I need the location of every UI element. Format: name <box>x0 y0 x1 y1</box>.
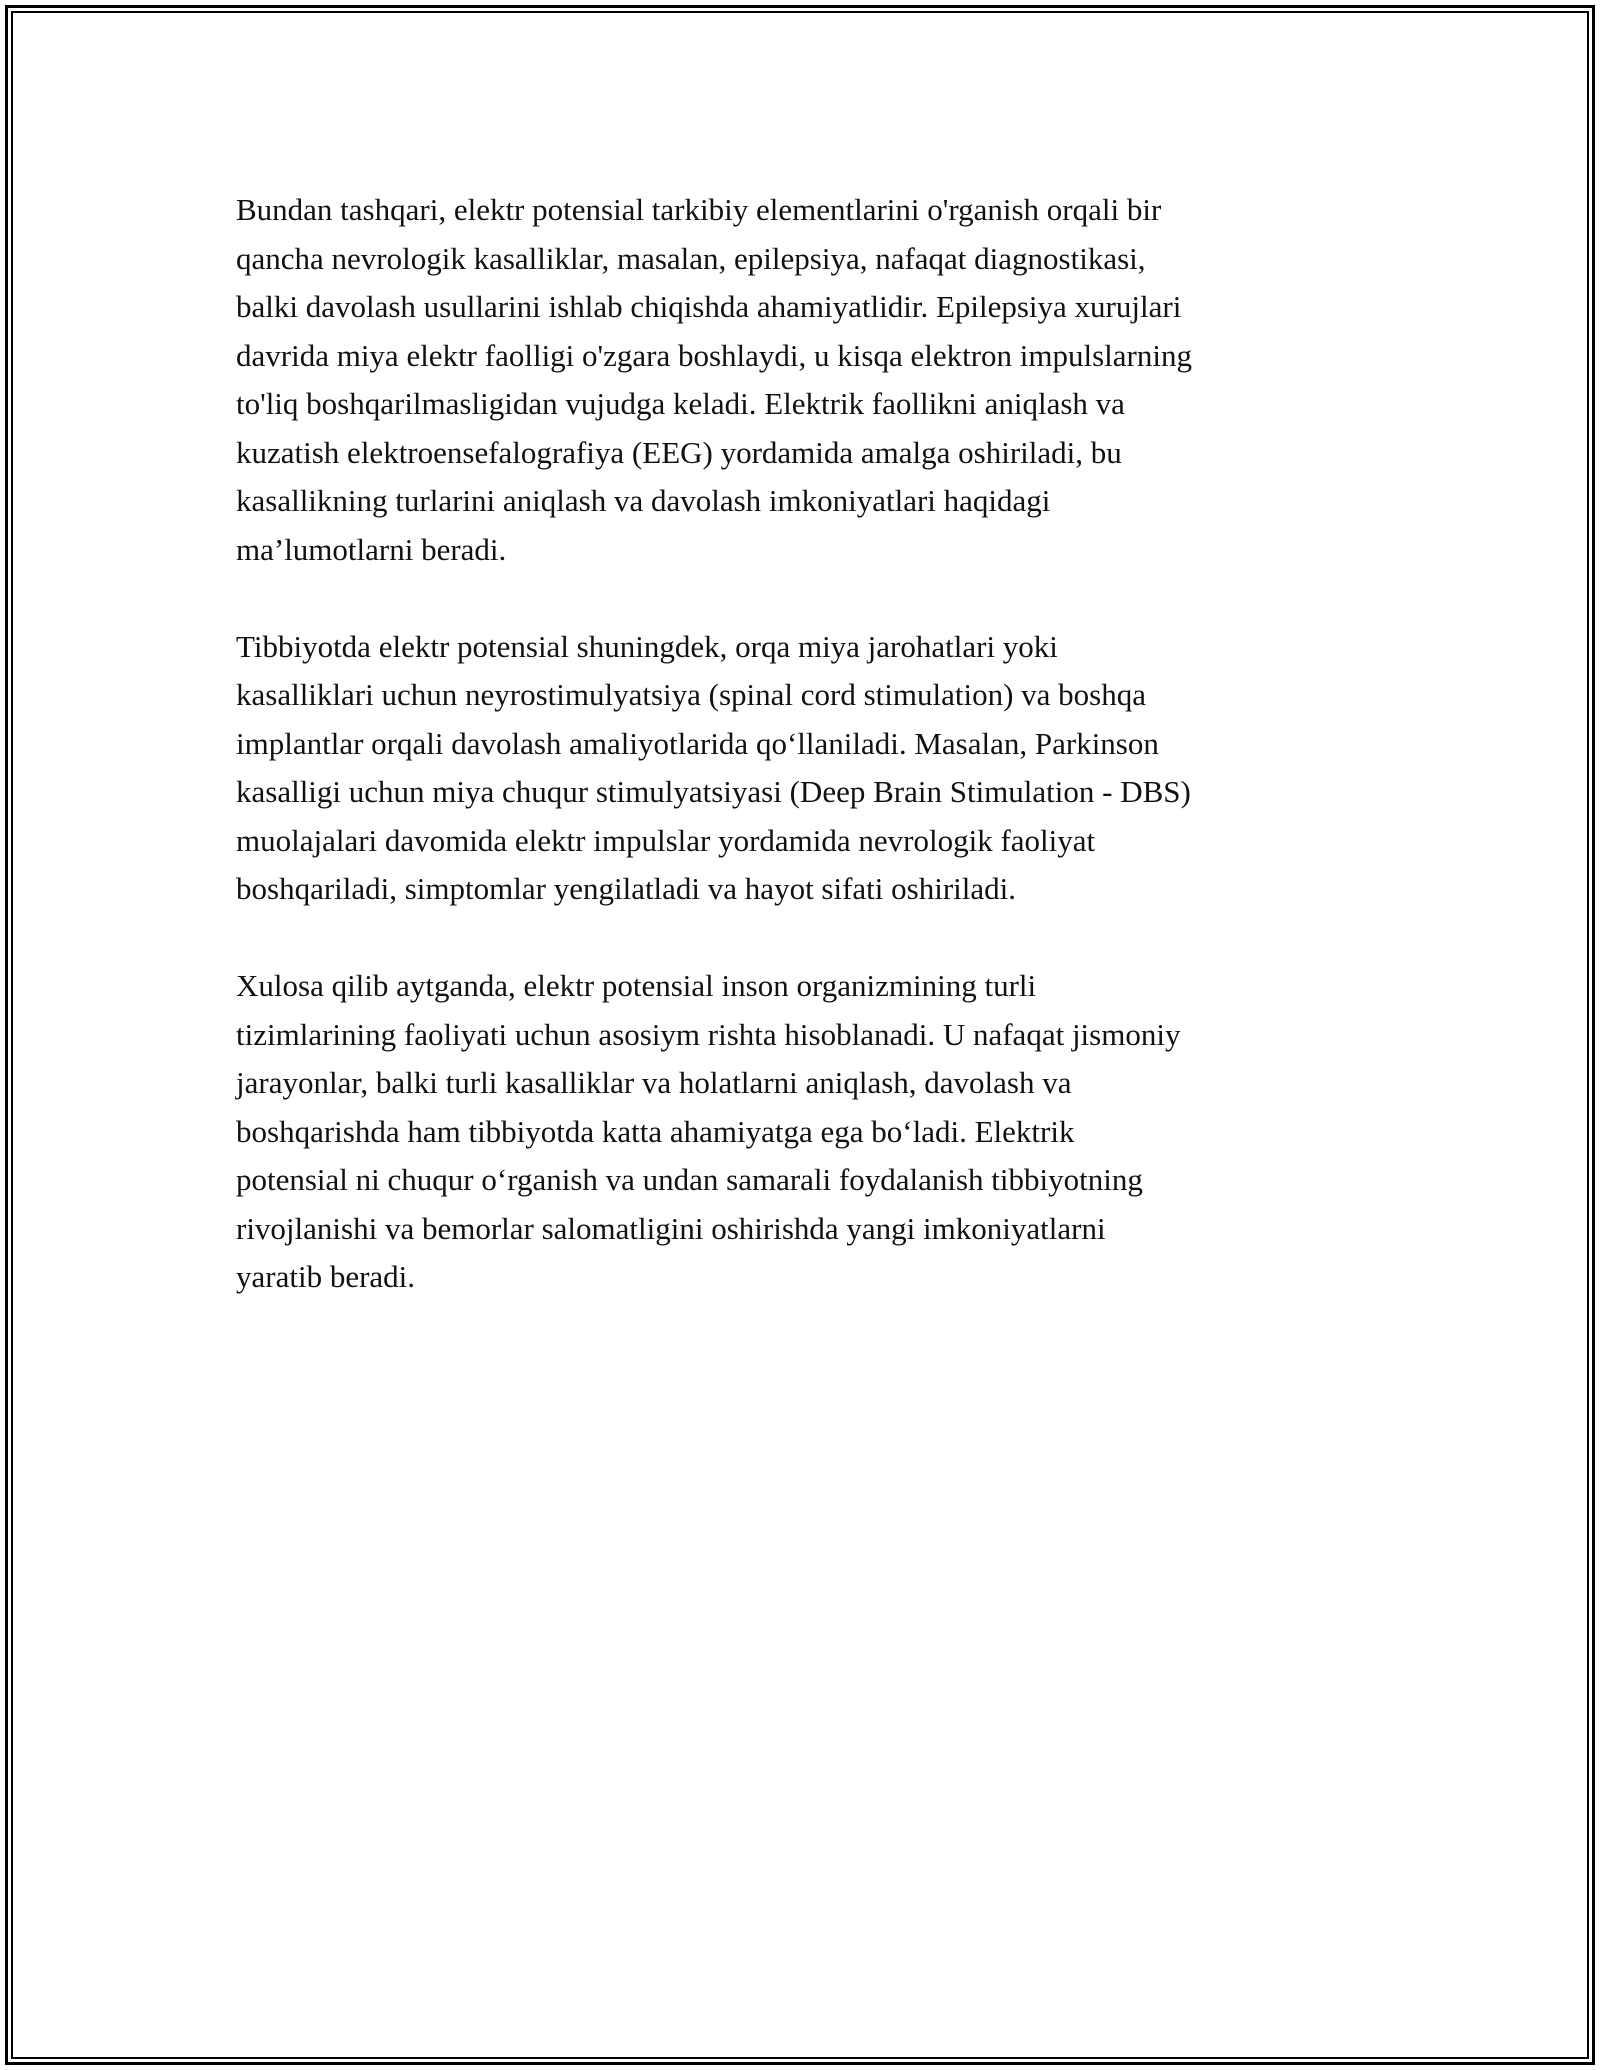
text-line: rivojlanishi va bemorlar salomatligini oshirishda yangi imkoniyatlarni <box>236 1210 1106 1246</box>
text-line: jarayonlar, balki turli kasalliklar va holatlarni aniqlash, davolash va <box>236 1065 1072 1100</box>
paragraph <box>236 623 1376 914</box>
text-line: tizimlarining faoliyati uchun asosiym rishta hisoblanadi. U nafaqat jismoniy <box>236 1016 1181 1052</box>
text-line: balki davolash usullarini ishlab chiqishda ahamiyatlidir. Epilepsiya xurujlari <box>236 289 1182 324</box>
text-line: kuzatish elektroensefalografiya (EEG) yordamida amalga oshiriladi, bu <box>236 434 1122 470</box>
text-line: Tibbiyotda elektr potensial shuningdek, orqa miya jarohatlari yoki <box>236 628 1058 664</box>
paragraph <box>236 186 1376 574</box>
text-line: kasalliklari uchun neyrostimulyatsiya (spinal cord stimulation) va boshqa <box>236 677 1147 712</box>
text-line: yaratib beradi. <box>236 1259 416 1294</box>
text-line: to'liq boshqarilmasligidan vujudga keladi. Elektrik faollikni aniqlash va <box>236 386 1125 421</box>
text-line: kasalligi uchun miya chuqur stimulyatsiyasi (Deep Brain Stimulation - DBS) <box>236 774 1191 809</box>
text-line: Bundan tashqari, elektr potensial tarkibiy elementlarini o'rganish orqali bir <box>236 192 1162 227</box>
text-line: qancha nevrologik kasalliklar, masalan, epilepsiya, nafaqat diagnostikasi, <box>236 240 1146 276</box>
text-line: implantlar orqali davolash amaliyotlarida qo‘llaniladi. Masalan, Parkinson <box>236 725 1159 761</box>
text-line: muolajalari davomida elektr impulslar yordamida nevrologik faoliyat <box>236 822 1096 858</box>
paragraph <box>236 962 1376 1302</box>
text-line: Xulosa qilib aytganda, elektr potensial inson organizmining turli <box>236 968 1037 1003</box>
text-line: kasallikning turlarini aniqlash va davolash imkoniyatlari haqidagi <box>236 483 1051 518</box>
text-line: boshqarishda ham tibbiyotda katta ahamiyatga ega bo‘ladi. Elektrik <box>236 1113 1075 1149</box>
document-body <box>236 186 1376 1350</box>
text-line: potensial ni chuqur o‘rganish va undan samarali foydalanish tibbiyotning <box>236 1162 1143 1197</box>
text-line: davrida miya elektr faolligi o'zgara boshlaydi, u kisqa elektron impulslarning <box>236 337 1192 373</box>
text-line: boshqariladi, simptomlar yengilatladi va hayot sifati oshiriladi. <box>236 871 1017 906</box>
text-line: ma’lumotlarni beradi. <box>236 531 507 567</box>
